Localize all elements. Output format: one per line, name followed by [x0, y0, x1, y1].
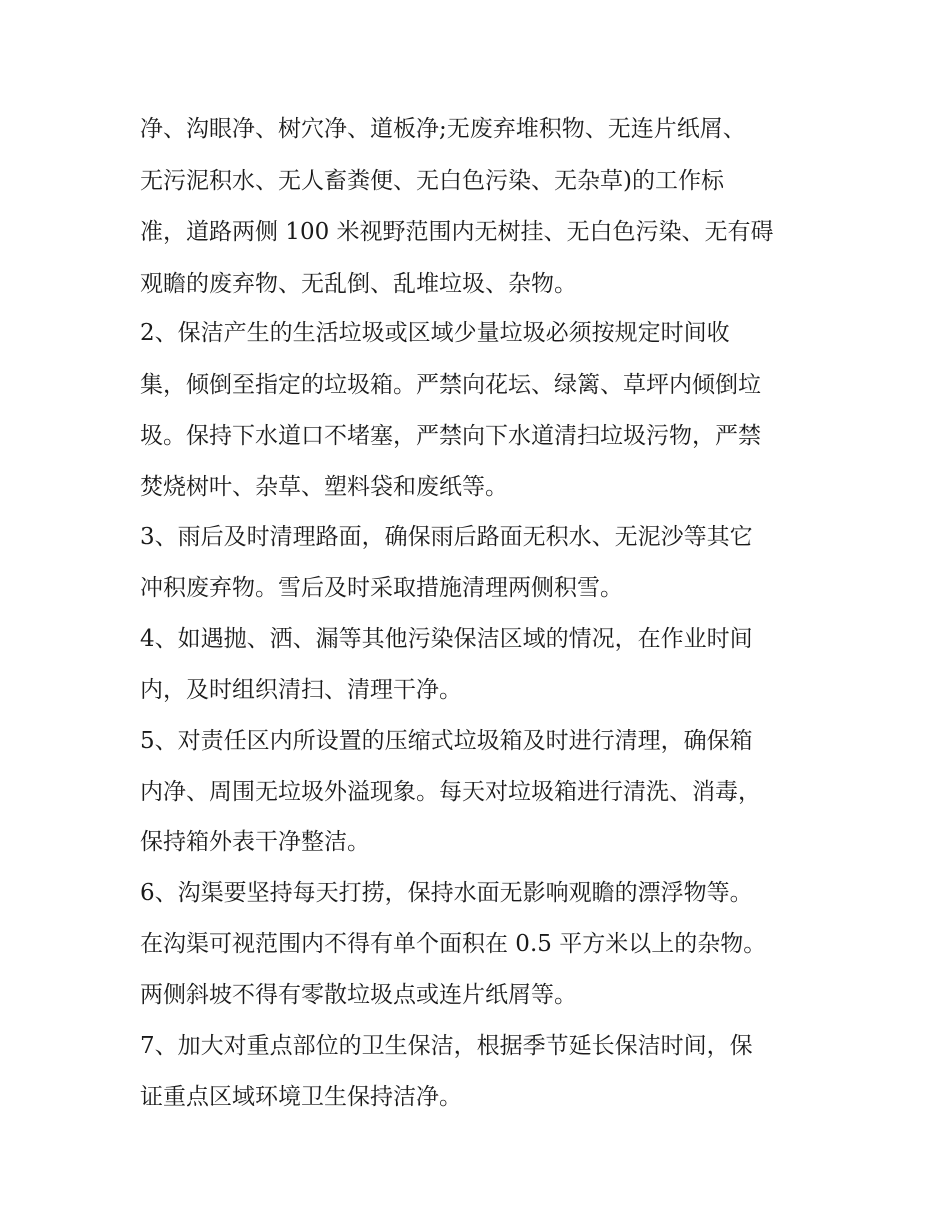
list-item-2-line: 2、保洁产生的生活垃圾或区域少量垃圾必须按规定时间收 — [140, 320, 730, 346]
text-line: 在沟渠可视范围内不得有单个面积在 0.5 平方米以上的杂物。 — [140, 931, 767, 957]
text-line: 焚烧树叶、杂草、塑料袋和废纸等。 — [140, 474, 508, 500]
text-line: 两侧斜坡不得有零散垃圾点或连片纸屑等。 — [140, 982, 577, 1008]
text-line: 无污泥积水、无人畜粪便、无白色污染、无杂草)的工作标 — [140, 168, 724, 194]
text-line: 保持箱外表干净整洁。 — [140, 829, 370, 855]
list-item-7-line: 7、加大对重点部位的卫生保洁，根据季节延长保洁时间，保 — [140, 1033, 753, 1059]
text-line: 集，倾倒至指定的垃圾箱。严禁向花坛、绿篱、草坪内倾倒垃 — [140, 372, 761, 398]
text-line: 观瞻的废弃物、无乱倒、乱堆垃圾、杂物。 — [140, 271, 577, 297]
list-item-3-line: 3、雨后及时清理路面，确保雨后路面无积水、无泥沙等其它 — [140, 524, 753, 550]
text-line: 内，及时组织清扫、清理干净。 — [140, 677, 462, 703]
text-line: 准，道路两侧 100 米视野范围内无树挂、无白色污染、无有碍 — [140, 219, 774, 245]
text-line: 证重点区域环境卫生保持洁净。 — [140, 1084, 462, 1110]
text-line: 冲积废弃物。雪后及时采取措施清理两侧积雪。 — [140, 575, 623, 601]
list-item-4-line: 4、如遇抛、洒、漏等其他污染保洁区域的情况，在作业时间 — [140, 626, 753, 652]
list-item-6-line: 6、沟渠要坚持每天打捞，保持水面无影响观瞻的漂浮物等。 — [140, 880, 753, 906]
text-line: 净、沟眼净、树穴净、道板净;无废弃堆积物、无连片纸屑、 — [140, 116, 746, 142]
text-line: 圾。保持下水道口不堵塞，严禁向下水道清扫垃圾污物，严禁 — [140, 423, 761, 449]
list-item-5-line: 5、对责任区内所设置的压缩式垃圾箱及时进行清理，确保箱 — [140, 728, 753, 754]
text-line: 内净、周围无垃圾外溢现象。每天对垃圾箱进行清洗、消毒， — [140, 779, 761, 805]
